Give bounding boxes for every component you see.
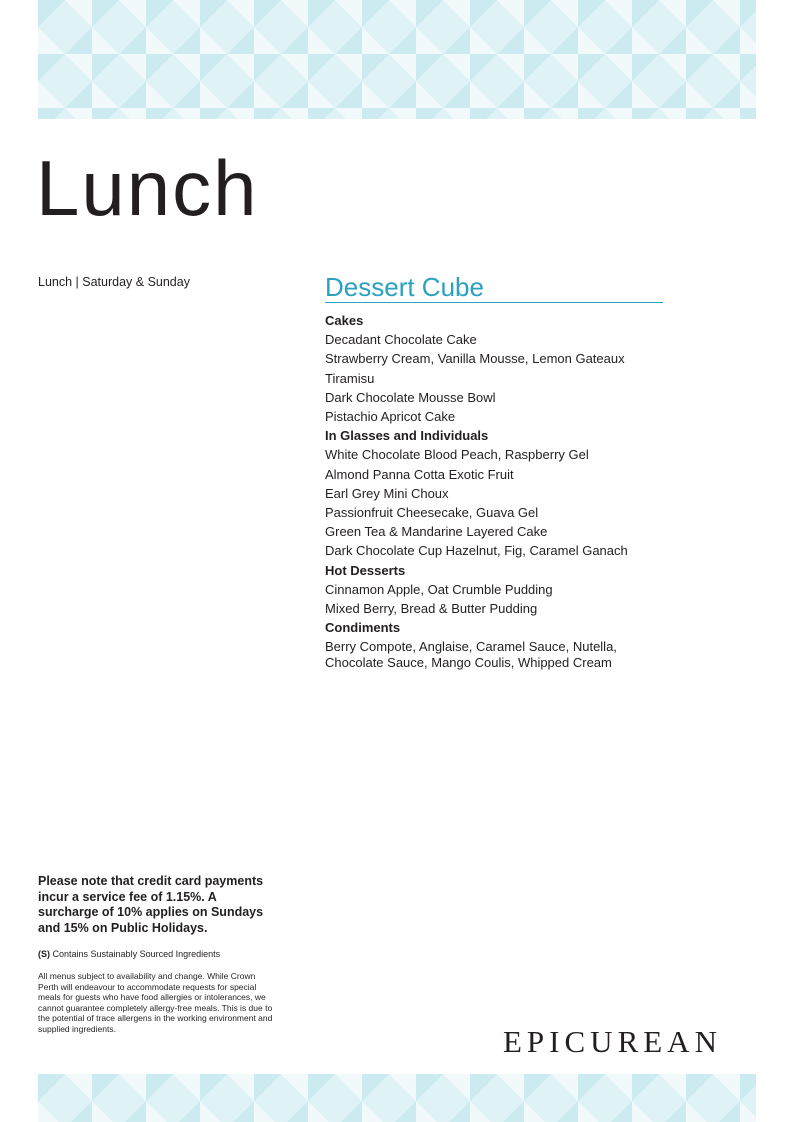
menu-subtitle: Lunch | Saturday & Sunday <box>38 275 190 289</box>
section-title: Dessert Cube <box>325 272 663 303</box>
menu-category: In Glasses and Individuals <box>325 428 489 444</box>
menu-item: Decadant Chocolate Cake <box>325 332 477 348</box>
menu-item: Dark Chocolate Mousse Bowl <box>325 389 496 405</box>
sustainable-legend <box>38 948 220 960</box>
menu-item: Tiramisu <box>325 370 375 386</box>
menu-item: Passionfruit Cheesecake, Guava Gel <box>325 505 539 521</box>
menu-item: Strawberry Cream, Vanilla Mousse, Lemon Gateaux <box>325 351 625 367</box>
menu-item: Green Tea & Mandarine Layered Cake <box>325 524 548 540</box>
menu-category: Condiments <box>325 620 401 636</box>
sustainable-text: Contains Sustainably Sourced Ingredients <box>52 949 221 959</box>
surcharge-note: Please note that credit card payments incur a service fee of 1.15%. A surcharge of 10% applies on Sundays and 15% on Public Holidays. <box>38 874 264 935</box>
menu-item: White Chocolate Blood Peach, Raspberry Gel <box>325 447 589 463</box>
bottom-pattern-band <box>38 1074 756 1122</box>
menu-item: Dark Chocolate Cup Hazelnut, Fig, Caramel Ganach <box>325 543 628 559</box>
sustainable-mark: (S) <box>38 949 50 959</box>
allergy-disclaimer: All menus subject to availability and change. While Crown Perth will endeavour to accommodate requests for special meals for guests who have food allergies or intolerances, we cannot guarantee completely allergy-free meals. This is due to the potential of trace allergens in the working environment and supplied ingredients. <box>38 971 273 1034</box>
epicurean-logo: EPICUREAN <box>503 1024 722 1059</box>
menu-item: Cinnamon Apple, Oat Crumble Pudding <box>325 581 553 597</box>
menu-item: Mixed Berry, Bread & Butter Pudding <box>325 601 538 617</box>
menu-item: Almond Panna Cotta Exotic Fruit <box>325 466 514 482</box>
menu-item: Earl Grey Mini Choux <box>325 485 449 501</box>
menu-category: Cakes <box>325 313 364 328</box>
dessert-menu-list <box>325 311 663 670</box>
page-title: Lunch <box>36 144 259 232</box>
dessert-cube-section <box>325 272 663 670</box>
menu-item: Berry Compote, Anglaise, Caramel Sauce, Nutella, Chocolate Sauce, Mango Coulis, Whipped Cream <box>325 639 617 670</box>
top-pattern-band <box>38 0 756 119</box>
menu-category: Hot Desserts <box>325 562 406 578</box>
menu-item: Pistachio Apricot Cake <box>325 409 456 425</box>
